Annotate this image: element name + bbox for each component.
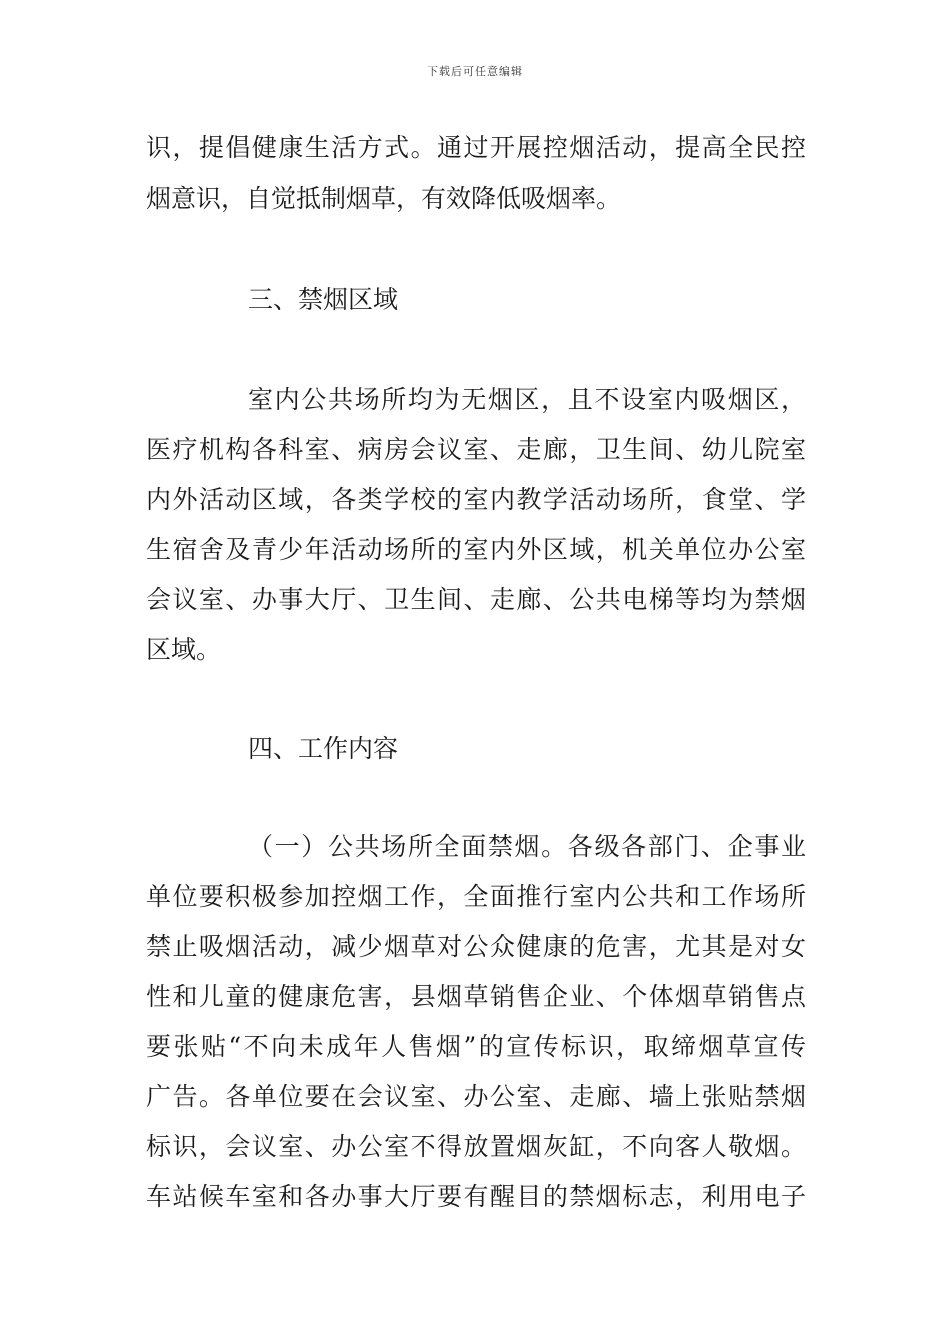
paragraph-line: 烟意识，自觉抵制烟草，有效降低吸烟率。 (146, 184, 622, 213)
paragraph-line: 区域。 (146, 635, 222, 664)
paragraph-line: 车站候车室和各办事大厅要有醒目的禁烟标志，利用电子 (146, 1182, 806, 1211)
paragraph-line: 要张贴“不向未成年人售烟”的宣传标识，取缔烟草宣传 (146, 1032, 806, 1061)
paragraph-line: 室内公共场所均为无烟区，且不设室内吸烟区， (248, 385, 806, 414)
section-heading-three: 三、禁烟区域 (248, 285, 399, 314)
paragraph-line: 医疗机构各科室、病房会议室、走廊，卫生间、幼儿院室 (146, 435, 806, 464)
paragraph-line: （一）公共场所全面禁烟。各级各部门、企事业 (248, 832, 806, 861)
paragraph-line: 生宿舍及青少年活动场所的室内外区域，机关单位办公室 (146, 535, 806, 564)
paragraph-line: 禁止吸烟活动，减少烟草对公众健康的危害，尤其是对女 (146, 932, 806, 961)
section-heading-four: 四、工作内容 (248, 734, 399, 763)
paragraph-line: 识，提倡健康生活方式。通过开展控烟活动，提高全民控 (146, 133, 806, 162)
paragraph-line: 广告。各单位要在会议室、办公室、走廊、墙上张贴禁烟 (146, 1082, 806, 1111)
paragraph-line: 内外活动区域，各类学校的室内教学活动场所，食堂、学 (146, 485, 806, 514)
paragraph-line: 单位要积极参加控烟工作，全面推行室内公共和工作场所 (146, 882, 806, 911)
paragraph-line: 标识，会议室、办公室不得放置烟灰缸，不向客人敬烟。 (146, 1132, 806, 1161)
page-header-note: 下载后可任意编辑 (427, 65, 523, 78)
paragraph-line: 会议室、办事大厅、卫生间、走廊、公共电梯等均为禁烟 (146, 585, 806, 614)
paragraph-line: 性和儿童的健康危害，县烟草销售企业、个体烟草销售点 (146, 982, 806, 1011)
